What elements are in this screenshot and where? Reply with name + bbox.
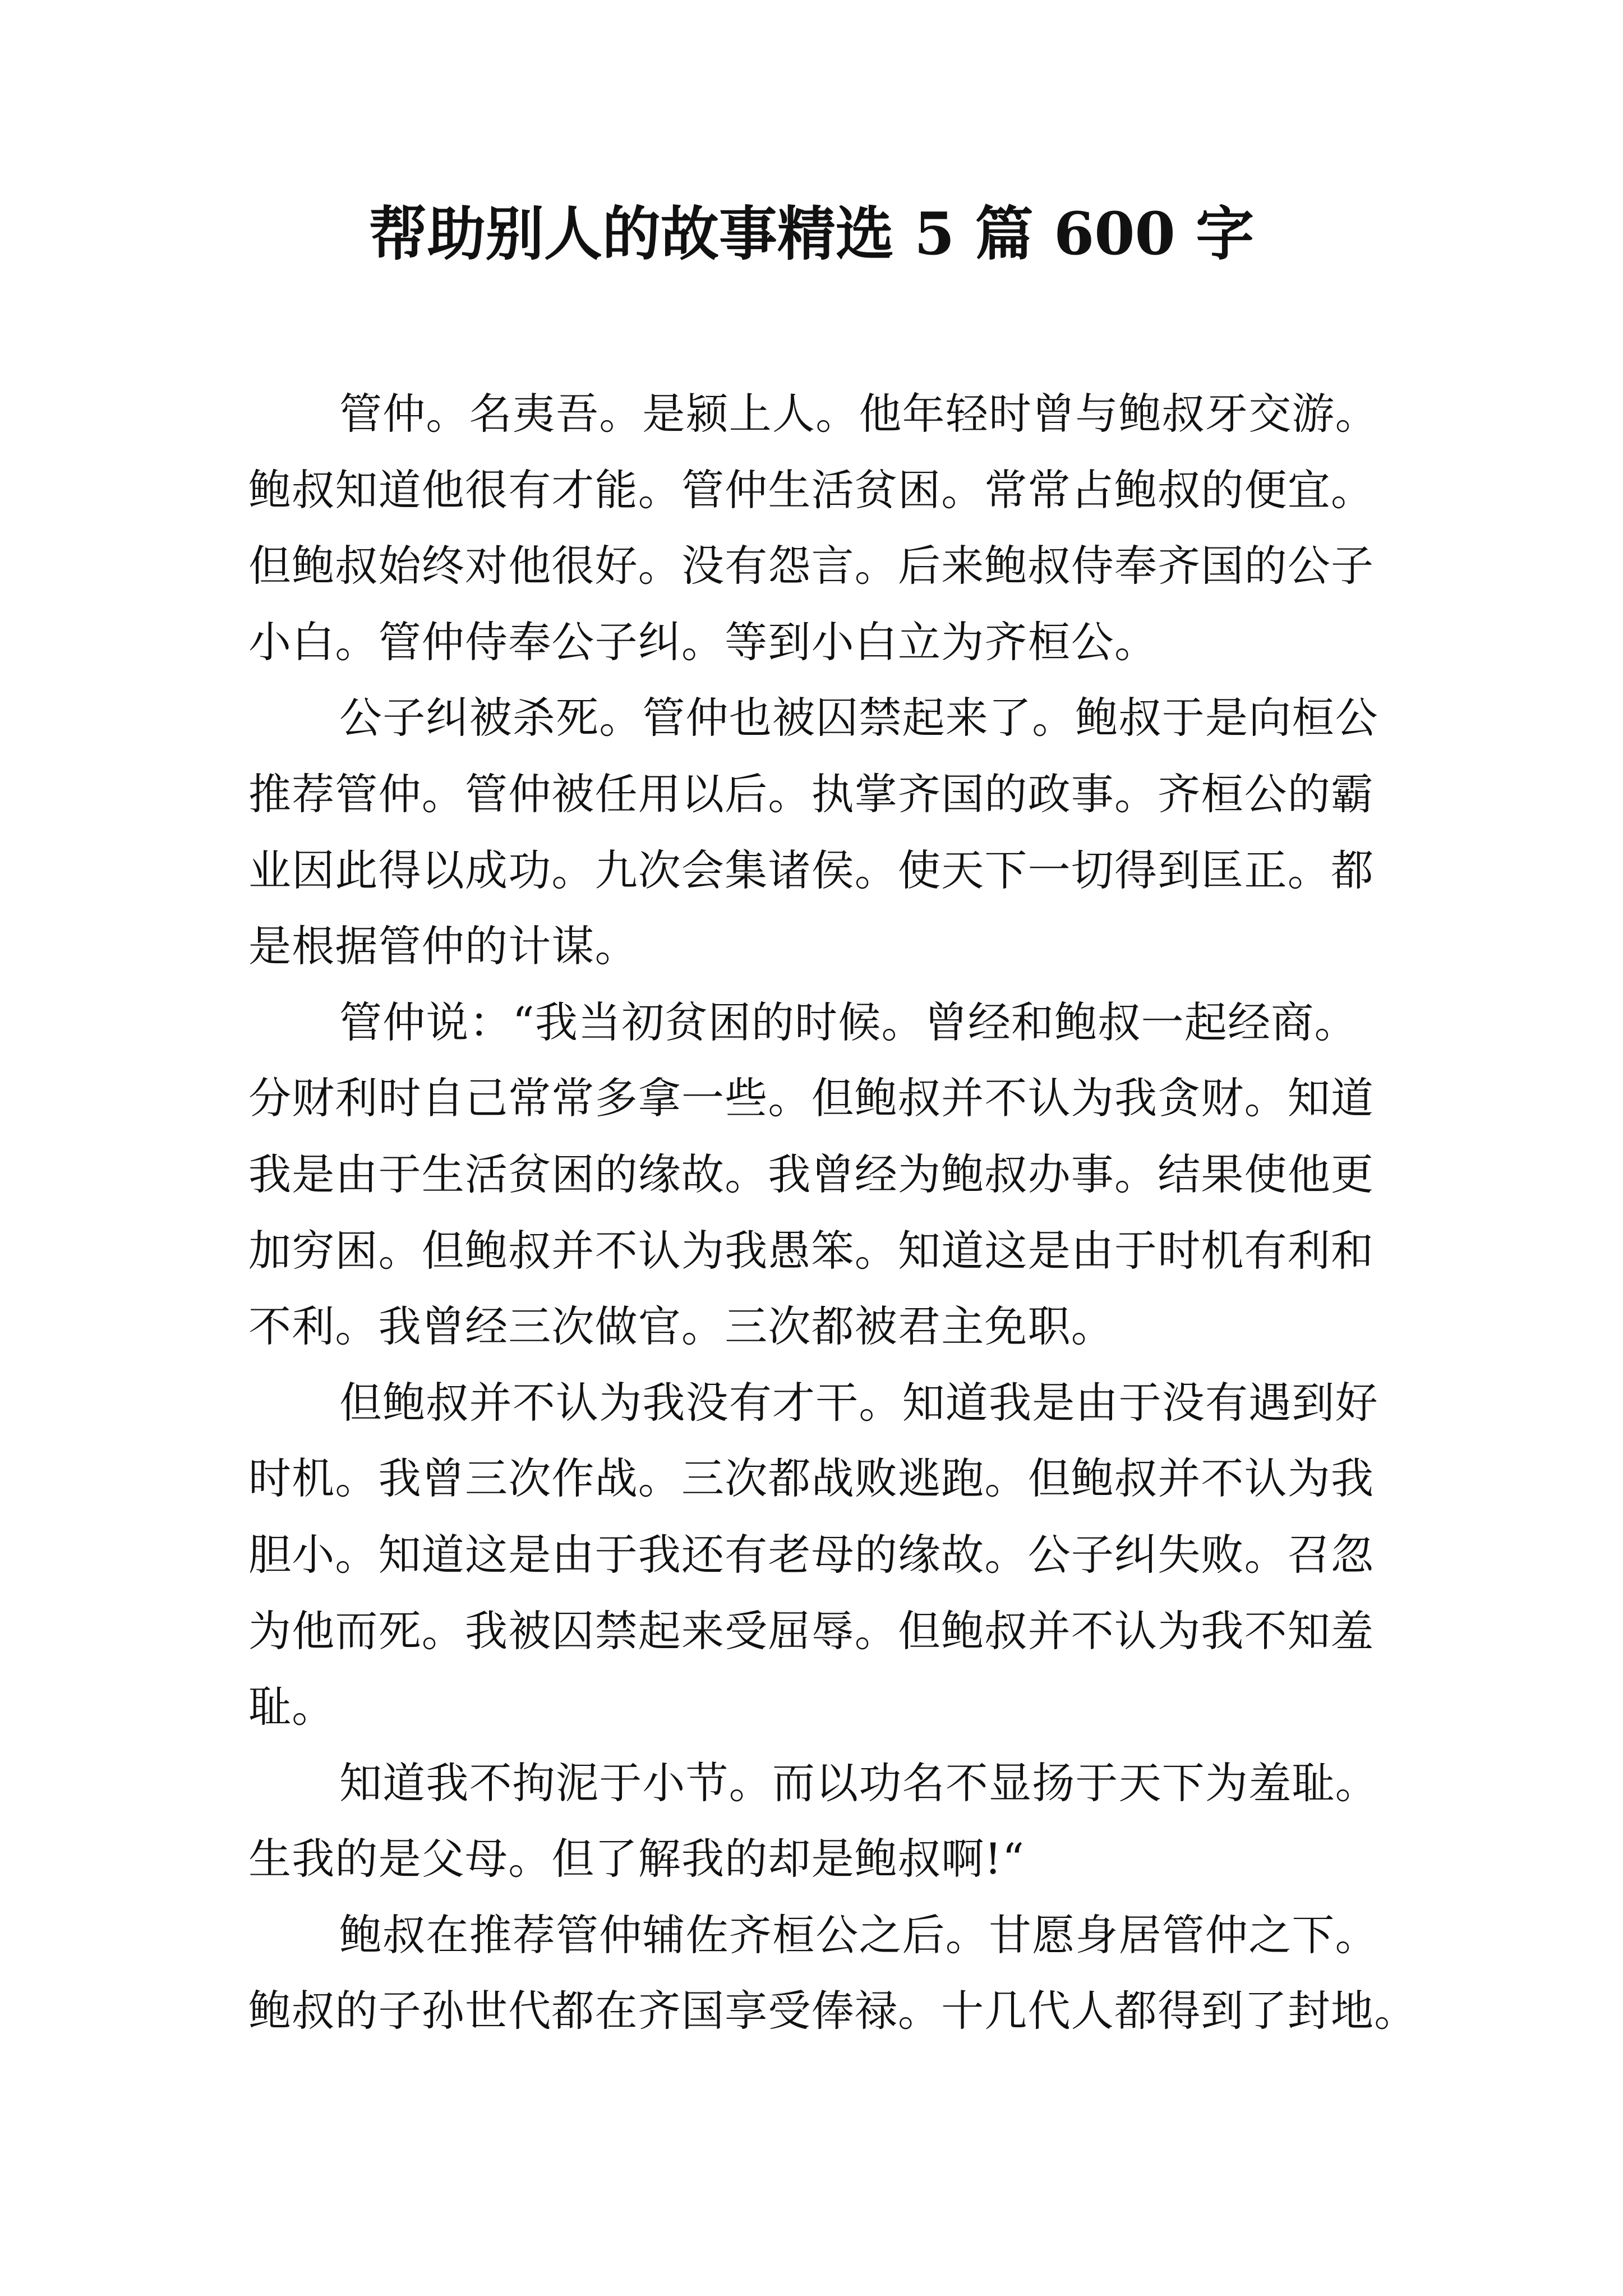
paragraph-line: 时机。我曾三次作战。三次都战败逃跑。但鲍叔并不认为我	[248, 1453, 1375, 1504]
paragraph	[248, 1745, 1393, 1897]
paragraph	[248, 376, 1393, 680]
paragraph	[248, 1897, 1418, 2049]
paragraph-line: 管仲说：“我当初贫困的时候。曾经和鲍叔一起经商。	[339, 997, 1358, 1047]
paragraph	[248, 984, 1393, 1365]
paragraph-line: 是根据管仲的计谋。	[248, 921, 638, 972]
paragraph-line: 分财利时自己常常多拿一些。但鲍叔并不认为我贪财。知道	[248, 1073, 1375, 1124]
paragraph-line: 耻。	[248, 1682, 335, 1732]
paragraph-line: 胆小。知道这是由于我还有老母的缘故。公子纠失败。召忽	[248, 1529, 1375, 1580]
paragraph-line: 我是由于生活贫困的缘故。我曾经为鲍叔办事。结果使他更	[248, 1149, 1375, 1199]
paragraph-line: 加穷困。但鲍叔并不认为我愚笨。知道这是由于时机有利和	[248, 1225, 1375, 1276]
paragraph-line: 但鲍叔并不认为我没有才干。知道我是由于没有遇到好	[339, 1377, 1378, 1428]
paragraph-line: 不利。我曾经三次做官。三次都被君主免职。	[248, 1301, 1114, 1352]
paragraph-line: 生我的是父母。但了解我的却是鲍叔啊!“	[248, 1834, 1025, 1884]
paragraph-line: 管仲。名夷吾。是颍上人。他年轻时曾与鲍叔牙交游。	[339, 389, 1378, 439]
paragraph	[248, 680, 1393, 984]
paragraph-line: 鲍叔的子孙世代都在齐国享受俸禄。十几代人都得到了封地。	[248, 1986, 1418, 2036]
paragraph-line: 鲍叔在推荐管仲辅佐齐桓公之后。甘愿身居管仲之下。	[339, 1910, 1378, 1960]
paragraph-line: 推荐管仲。管仲被任用以后。执掌齐国的政事。齐桓公的霸	[248, 769, 1375, 819]
document-body	[248, 376, 1418, 2049]
document-title: 帮助别人的故事精选 5 篇 600 字	[368, 199, 1255, 268]
paragraph-line: 公子纠被杀死。管仲也被囚禁起来了。鲍叔于是向桓公	[339, 693, 1378, 743]
paragraph-line: 为他而死。我被囚禁起来受屈辱。但鲍叔并不认为我不知羞	[248, 1605, 1375, 1656]
paragraph-line: 鲍叔知道他很有才能。管仲生活贫困。常常占鲍叔的便宜。	[248, 464, 1375, 515]
paragraph-line: 业因此得以成功。九次会集诸侯。使天下一切得到匡正。都	[248, 845, 1375, 895]
paragraph-line: 但鲍叔始终对他很好。没有怨言。后来鲍叔侍奉齐国的公子	[248, 541, 1375, 591]
paragraph-line: 知道我不拘泥于小节。而以功名不显扬于天下为羞耻。	[339, 1757, 1378, 1808]
paragraph-line: 小白。管仲侍奉公子纠。等到小白立为齐桓公。	[248, 616, 1158, 667]
paragraph	[248, 1365, 1393, 1745]
